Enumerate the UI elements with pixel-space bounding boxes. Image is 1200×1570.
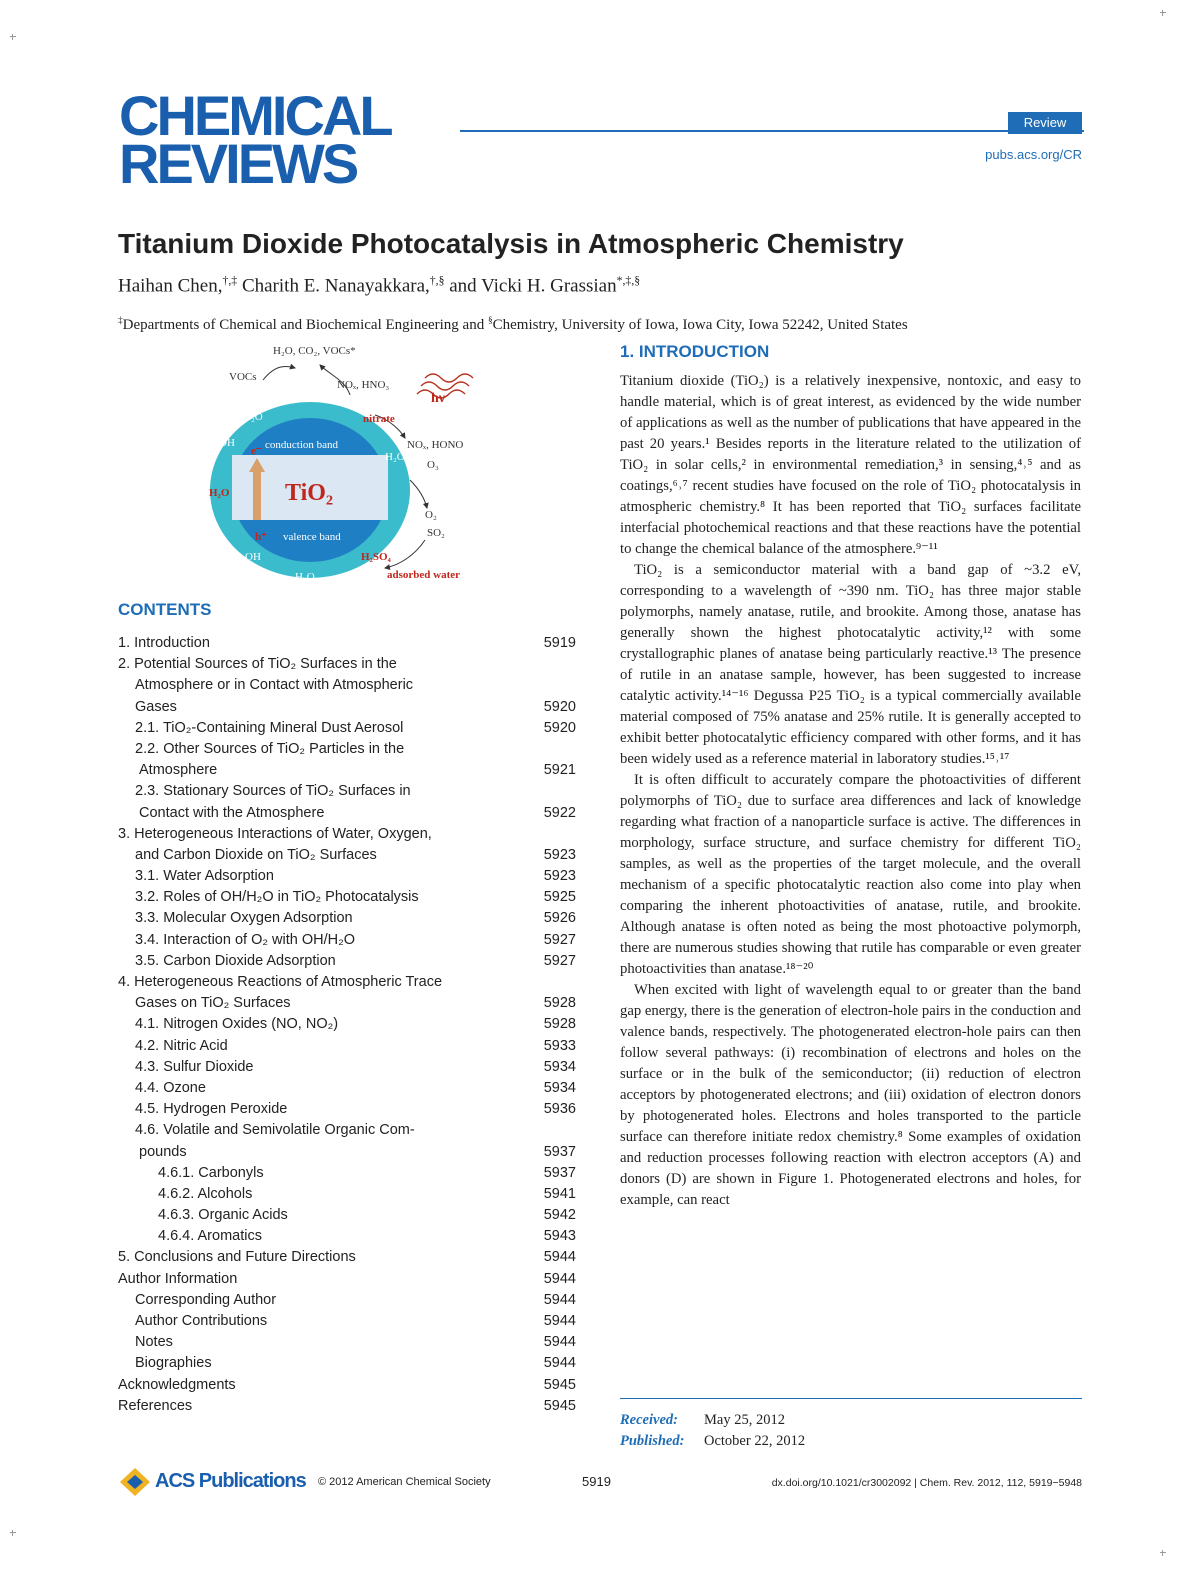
- toc-entry-page: 5927: [543, 952, 576, 969]
- toc-entry[interactable]: [118, 1142, 576, 1163]
- toc-entry[interactable]: [118, 887, 576, 908]
- toc-entry-page: 5934: [543, 1058, 576, 1075]
- paragraph: It is often difficult to accurately compare the photoactivities of different polymorphs of TiO₂ due to surface area differences and lack of knowledge regarding what fraction of a nanoparticle surface is active. The differences in morphology, surface structure, and surface chemistry for different TiO₂ samples, as well as the properties of the target molecule, and the overall mechanism of a specific photocatalytic reaction also come into play when comparing the inherent photoactivities of anatase, rutile, and brookite. Although anatase is often noted as being the most photoactive polymorph, there are numerous studies showing that rutile has comparable or even greater photoactivities than anatase.¹⁸⁻²⁰: [620, 772, 1081, 977]
- toc-entry-page: 5945: [543, 1376, 576, 1393]
- toc-entry-page: 5944: [543, 1313, 576, 1329]
- toc-entry-label: Gases on TiO₂ Surfaces: [135, 995, 291, 1012]
- crop-mark: [10, 34, 16, 40]
- excitation-arrow: [253, 470, 261, 520]
- crop-mark: [1160, 1550, 1166, 1556]
- toc-entry-label: 5. Conclusions and Future Directions: [118, 1249, 356, 1266]
- toc-graphic: [205, 340, 505, 590]
- author-marks: †,‡: [222, 274, 238, 287]
- toc-entry-page: 5944: [543, 1291, 576, 1308]
- toc-entry-label: Contact with the Atmosphere: [139, 804, 325, 821]
- author-list: [118, 274, 640, 297]
- toc-entry-label: Biographies: [135, 1355, 212, 1372]
- fig-label: O₂: [425, 509, 437, 521]
- toc-entry[interactable]: [118, 803, 576, 824]
- author-name[interactable]: Haihan Chen,: [118, 275, 223, 297]
- fig-label: TiO₂: [285, 480, 334, 506]
- toc-entry[interactable]: [118, 1014, 576, 1035]
- affil-text: Chemistry, University of Iowa, Iowa City, Iowa 52242, United States: [492, 317, 908, 333]
- toc-entry-page: 5923: [543, 868, 576, 885]
- toc-entry-page: 5944: [543, 1270, 576, 1287]
- affiliation: [118, 316, 908, 334]
- received-date: May 25, 2012: [704, 1412, 785, 1428]
- toc-entry[interactable]: [118, 824, 576, 845]
- journal-logo: [119, 84, 419, 196]
- toc-entry[interactable]: [118, 633, 576, 654]
- toc-entry-label: Corresponding Author: [135, 1291, 277, 1308]
- doi-citation[interactable]: dx.doi.org/10.1021/cr3002092 | Chem. Rev. 2012, 112, 5919−5948: [771, 1477, 1082, 1489]
- published-date: October 22, 2012: [704, 1433, 806, 1449]
- toc-entry[interactable]: [118, 1057, 576, 1078]
- toc-entry[interactable]: [118, 1036, 576, 1057]
- author-marks: †,§: [429, 274, 445, 287]
- toc-entry[interactable]: [118, 1078, 576, 1099]
- reaction-arrow: [263, 366, 295, 380]
- article-type-badge: Review: [1008, 112, 1082, 134]
- toc-entry-label: pounds: [139, 1143, 187, 1160]
- toc-entry-label: 4.2. Nitric Acid: [135, 1037, 228, 1054]
- toc-entry-page: 5945: [543, 1397, 576, 1414]
- toc-entry-page: 5944: [543, 1355, 576, 1372]
- toc-entry[interactable]: [118, 718, 576, 739]
- toc-entry-label: 4.1. Nitrogen Oxides (NO, NO₂): [135, 1016, 339, 1033]
- fig-label: H₂O, CO₂, VOCs*: [273, 345, 356, 357]
- affil-text: Departments of Chemical and Biochemical Engineering and: [122, 317, 488, 333]
- toc-entry[interactable]: [118, 781, 576, 802]
- article-title: Titanium Dioxide Photocatalysis in Atmospheric Chemistry: [118, 228, 904, 259]
- toc-entry[interactable]: [118, 1120, 576, 1141]
- fig-label: OH: [219, 437, 235, 449]
- toc-entry-label: 2. Potential Sources of TiO₂ Surfaces in the: [118, 656, 397, 673]
- received-label: Received:: [620, 1412, 678, 1428]
- toc-entry-page: 5944: [543, 1249, 576, 1266]
- fig-label: nitrate: [363, 413, 395, 425]
- toc-entry[interactable]: [118, 993, 576, 1014]
- light-wave-icon: [425, 374, 473, 382]
- toc-entry[interactable]: [118, 972, 576, 993]
- toc-entry-label: 2.2. Other Sources of TiO₂ Particles in the: [135, 740, 405, 757]
- toc-entry-page: 5923: [543, 846, 576, 863]
- toc-entry-label: and Carbon Dioxide on TiO₂ Surfaces: [135, 846, 377, 863]
- toc-entry-page: 5936: [543, 1101, 576, 1118]
- fig-label: NOₓ, HNO₃: [337, 379, 390, 391]
- toc-entry-label: Notes: [135, 1334, 173, 1351]
- toc-entry-label: 4.5. Hydrogen Peroxide: [135, 1101, 288, 1118]
- toc-entry[interactable]: [118, 739, 576, 760]
- toc-entry[interactable]: [118, 908, 576, 929]
- table-of-contents: [118, 633, 576, 1417]
- toc-entry-label: 4.6.3. Organic Acids: [158, 1207, 288, 1224]
- fig-label: OH: [245, 551, 261, 563]
- crop-mark: [1160, 10, 1166, 16]
- reaction-arrow: [385, 540, 425, 568]
- logo-line-2: REVIEWS: [119, 132, 357, 196]
- fig-label: O₃: [427, 459, 439, 471]
- publication-dates: [620, 1410, 805, 1452]
- toc-entry-label: 4.6.4. Aromatics: [158, 1228, 262, 1245]
- toc-entry-label: 3.2. Roles of OH/H₂O in TiO₂ Photocatalysis: [135, 889, 419, 906]
- toc-entry[interactable]: [118, 760, 576, 781]
- published-label: Published:: [620, 1433, 685, 1449]
- toc-entry-page: 5928: [543, 1016, 576, 1033]
- toc-entry-page: 5944: [543, 1334, 576, 1351]
- intro-body: [620, 371, 1081, 1211]
- toc-entry[interactable]: [118, 1247, 576, 1268]
- toc-entry-label: 3.3. Molecular Oxygen Adsorption: [135, 910, 353, 927]
- toc-entry-label: 3.4. Interaction of O₂ with OH/H₂O: [135, 931, 355, 948]
- toc-entry-label: References: [118, 1397, 193, 1414]
- toc-entry-label: 4.6.1. Carbonyls: [158, 1164, 264, 1181]
- toc-entry[interactable]: [118, 1099, 576, 1120]
- toc-entry-label: Atmosphere or in Contact with Atmospheric: [135, 677, 414, 694]
- fig-label: SO₂: [427, 527, 445, 539]
- fig-label: e⁻: [251, 445, 262, 457]
- toc-entry-label: 3.5. Carbon Dioxide Adsorption: [135, 952, 336, 969]
- toc-entry-page: 5941: [543, 1185, 576, 1202]
- journal-url[interactable]: pubs.acs.org/CR: [985, 147, 1082, 162]
- toc-entry-page: 5919: [543, 635, 576, 651]
- toc-entry-page: 5922: [543, 804, 576, 821]
- toc-entry-label: Author Contributions: [135, 1313, 268, 1329]
- toc-entry[interactable]: [118, 1163, 576, 1184]
- fig-label: H₂O: [295, 571, 315, 583]
- toc-entry-page: 5928: [543, 995, 576, 1012]
- toc-entry[interactable]: [118, 1396, 576, 1417]
- toc-entry-page: 5937: [543, 1164, 576, 1181]
- publisher-name: ACS Publications: [155, 1470, 306, 1492]
- page-number: 5919: [582, 1474, 611, 1489]
- toc-entry-page: 5934: [543, 1079, 576, 1096]
- fig-label: H₂O: [209, 487, 230, 499]
- header-rule: [460, 130, 1084, 132]
- reaction-arrow: [410, 480, 427, 508]
- toc-entry-label: 3.1. Water Adsorption: [135, 868, 274, 885]
- crop-mark: [10, 1530, 16, 1536]
- fig-label: H₂O: [385, 451, 405, 463]
- toc-entry[interactable]: [118, 1332, 576, 1353]
- toc-entry-label: Author Information: [118, 1270, 238, 1287]
- fig-label: h⁺: [255, 531, 267, 543]
- toc-entry[interactable]: [118, 675, 576, 696]
- toc-entry-label: 1. Introduction: [118, 635, 210, 651]
- author-name[interactable]: and Vicki H. Grassian: [444, 275, 617, 297]
- toc-entry-label: 2.3. Stationary Sources of TiO₂ Surfaces in: [135, 783, 411, 800]
- toc-entry[interactable]: [118, 866, 576, 887]
- toc-entry-label: Atmosphere: [139, 762, 218, 779]
- toc-entry-label: 4. Heterogeneous Reactions of Atmospheric Trace: [118, 974, 443, 990]
- paragraph: Titanium dioxide (TiO₂) is a relatively inexpensive, nontoxic, and easy to handle material, which is of great interest, as evidenced by the wide number of applications as well as the number of publications that have appeared in the past 20 years.¹ Besides reports in the literature related to the utilization of TiO₂ in solar cells,² in environmental remediation,³ in sensing,⁴˒⁵ and as coatings,⁶˒⁷ recent studies have focused on the role of TiO₂ photocatalysis in atmospheric chemistry.⁸ It has been reported that TiO₂ surfaces facilitate interfacial photochemical reactions and that these reactions have the potential to change the chemical balance of the atmosphere.⁹⁻¹¹: [620, 373, 1081, 557]
- toc-entry-page: 5927: [543, 931, 576, 948]
- toc-entry-label: 4.6. Volatile and Semivolatile Organic Com-: [135, 1122, 415, 1139]
- toc-entry-page: 5920: [543, 698, 576, 715]
- affil-mark: ‡: [118, 316, 123, 326]
- toc-entry-page: 5925: [543, 889, 576, 906]
- toc-entry[interactable]: [118, 1184, 576, 1205]
- toc-entry[interactable]: [118, 951, 576, 972]
- fig-label: VOCs: [229, 371, 257, 383]
- toc-entry-label: 4.6.2. Alcohols: [158, 1185, 253, 1202]
- toc-entry-page: 5926: [543, 910, 576, 927]
- author-marks: *,‡,§: [616, 274, 641, 287]
- toc-entry[interactable]: [118, 930, 576, 951]
- author-name[interactable]: Charith E. Nanayakkara,: [237, 275, 430, 297]
- toc-entry-label: 4.4. Ozone: [135, 1079, 206, 1096]
- toc-entry-page: 5943: [543, 1228, 576, 1245]
- copyright: © 2012 American Chemical Society: [318, 1476, 491, 1488]
- toc-entry-page: 5933: [543, 1037, 576, 1054]
- toc-entry[interactable]: [118, 1205, 576, 1226]
- fig-label: conduction band: [265, 439, 339, 451]
- toc-entry-label: Gases: [135, 698, 177, 715]
- toc-entry[interactable]: [118, 654, 576, 675]
- toc-entry[interactable]: [118, 697, 576, 718]
- paragraph: TiO₂ is a semiconductor material with a band gap of ~3.2 eV, corresponding to a wavelength of ~390 nm. TiO₂ has three major stable polymorphs, namely anatase, rutile, and brookite. Among those, anatase has generally shown the highest photocatalytic activity,¹² with some crystallographic planes of anatase being particularly reactive.¹³ The presence of rutile in an anatase sample, however, has been suggested to increase catalytic activity.¹⁴⁻¹⁶ Degussa P25 TiO₂ is a typical commercially available material composed of 75% anatase and 25% rutile. It is generally accepted to exhibit better photocatalytic efficiency compared with other forms, and it has been widely used as a reference material in laboratory studies.¹⁵˒¹⁷: [620, 562, 1081, 767]
- fig-label: adsorbed water: [387, 569, 461, 581]
- toc-entry-label: 2.1. TiO₂-Containing Mineral Dust Aerosol: [135, 719, 404, 736]
- dates-rule: [620, 1398, 1082, 1399]
- fig-label: valence band: [283, 531, 341, 543]
- light-wave-icon: [421, 382, 469, 390]
- affil-mark: §: [487, 316, 493, 326]
- toc-entry-label: 3. Heterogeneous Interactions of Water, Oxygen,: [118, 825, 432, 842]
- section-heading: 1. INTRODUCTION: [620, 342, 770, 361]
- paragraph: When excited with light of wavelength equal to or greater than the band gap energy, there is the generation of electron-hole pairs in the conduction and valence bands, respectively. The photogenerated electron-hole pairs can then follow several pathways: (i) recombination of electrons and holes on the surface or in the bulk of the semiconductor; (ii) reduction of electron acceptors by photogenerated electrons; and (iii) oxidation of electron donors by photogenerated holes. Electrons and holes transported to the particle surface can therefore initiate redox chemistry.⁸ Some examples of oxidation and reduction processes following reaction with electron acceptors (A) and donors (D) are shown in Figure 1. Photogenerated electrons and holes, for example, can react: [620, 982, 1081, 1208]
- fig-label: hν: [431, 391, 446, 406]
- toc-entry-page: 5920: [543, 719, 576, 736]
- toc-entry-label: 4.3. Sulfur Dioxide: [135, 1058, 254, 1075]
- logo-line-1: CHEMICAL: [119, 84, 391, 147]
- toc-entry[interactable]: [118, 1311, 576, 1332]
- fig-label: NOₓ, HONO: [407, 439, 464, 451]
- toc-entry[interactable]: [118, 1226, 576, 1247]
- contents-heading: CONTENTS: [118, 600, 212, 619]
- toc-entry[interactable]: [118, 1290, 576, 1311]
- toc-entry[interactable]: [118, 1269, 576, 1290]
- fig-label: H₂O: [243, 411, 263, 423]
- toc-entry-label: Acknowledgments: [118, 1376, 236, 1393]
- acs-logo-icon: [118, 1466, 152, 1498]
- toc-entry-page: 5937: [543, 1143, 576, 1160]
- toc-entry[interactable]: [118, 845, 576, 866]
- toc-entry-page: 5942: [543, 1207, 576, 1224]
- toc-entry[interactable]: [118, 1353, 576, 1374]
- toc-entry[interactable]: [118, 1375, 576, 1396]
- fig-label: H₂SO₄: [361, 551, 391, 563]
- toc-entry-page: 5921: [543, 762, 576, 779]
